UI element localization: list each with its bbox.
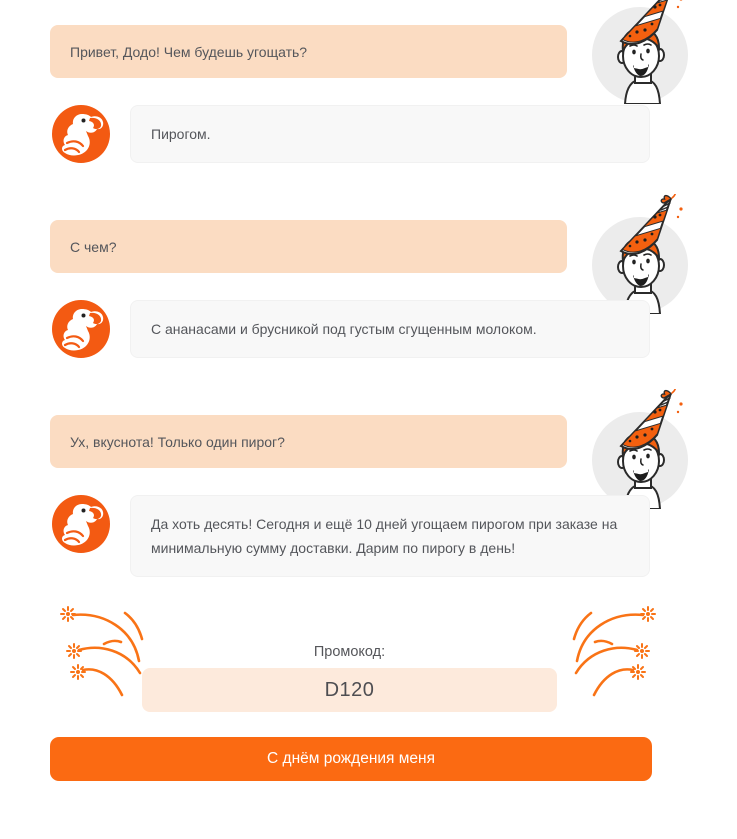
message-text: Привет, Додо! Чем будешь угощать?	[70, 43, 308, 60]
birthday-cta-button[interactable]	[50, 737, 652, 781]
user-message-bubble	[50, 25, 567, 78]
user-message-bubble	[50, 415, 567, 468]
fireworks-left-icon	[42, 597, 150, 697]
message-text: С ананасами и брусникой под густым сгущенным молоком.	[151, 321, 537, 337]
promo-label: Промокод:	[313, 644, 386, 660]
message-text: С чем?	[70, 238, 117, 255]
dodo-avatar	[52, 105, 110, 163]
dodo-bird-icon	[52, 300, 110, 358]
message-text: Ух, вкуснота! Только один пирог?	[70, 433, 285, 450]
user-avatar	[591, 389, 697, 509]
user-message-bubble	[50, 220, 567, 273]
dodo-message-bubble	[130, 495, 650, 577]
person-party-hat-icon	[591, 389, 697, 509]
person-party-hat-icon	[591, 0, 697, 104]
person-party-hat-icon	[591, 194, 697, 314]
dodo-bird-icon	[52, 105, 110, 163]
dodo-avatar	[52, 300, 110, 358]
cta-label: С днём рождения меня	[267, 750, 435, 767]
dodo-avatar	[52, 495, 110, 553]
promo-code: D120	[324, 678, 375, 701]
user-avatar	[591, 0, 697, 104]
dodo-message-bubble	[130, 300, 650, 358]
dodo-bird-icon	[52, 495, 110, 553]
message-text: Да хоть десять! Сегодня и ещё 10 дней угощаем пирогом при заказе на минимальную сумму доставки. Дарим по пирогу в день!	[151, 516, 618, 556]
fireworks-right-icon	[566, 597, 674, 697]
promo-code-box[interactable]	[142, 668, 557, 712]
message-text: Пирогом.	[151, 126, 211, 142]
user-avatar	[591, 194, 697, 314]
dodo-message-bubble	[130, 105, 650, 163]
